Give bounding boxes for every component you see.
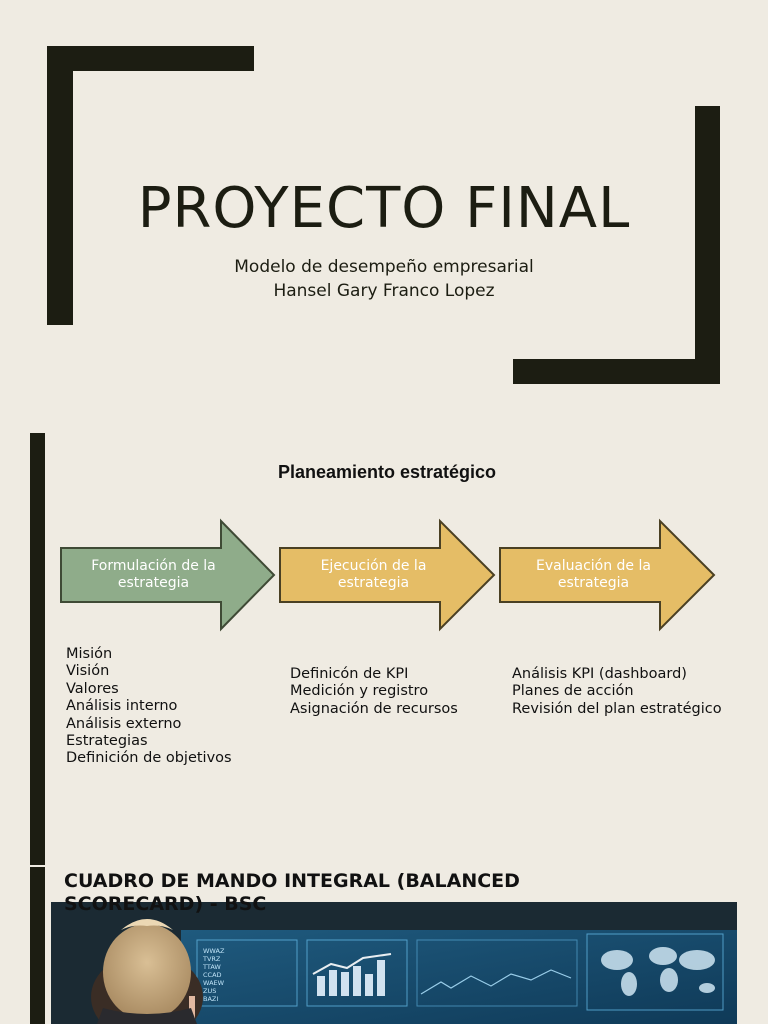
dashboard-photo — [51, 902, 737, 1024]
list-item: Visión — [66, 663, 110, 680]
list-item: Valores — [66, 680, 119, 697]
svg-text:CCAD: CCAD — [203, 971, 222, 979]
list-item: Análisis KPI (dashboard) — [512, 666, 687, 682]
list-item: Misión — [66, 646, 113, 662]
presentation-title: PROYECTO FINAL — [137, 176, 631, 241]
list-evaluation — [512, 666, 722, 718]
presentation-author: Hansel Gary Franco Lopez — [273, 281, 495, 301]
list-formulation — [66, 646, 232, 768]
bracket-bottom-right-horizontal — [513, 359, 720, 384]
presentation-subtitle: Modelo de desempeño empresarial — [234, 257, 534, 277]
dashboard-illustration — [51, 902, 737, 1024]
slide-accent-bar — [30, 433, 45, 865]
list-item: Definicón de KPI — [290, 666, 409, 682]
section-title: Planeamiento estratégico — [277, 462, 497, 482]
list-item: Análisis externo — [66, 715, 182, 732]
svg-text:WWAZ: WWAZ — [203, 947, 225, 955]
list-item: Definición de objetivos — [66, 750, 232, 767]
bracket-bottom-right-vertical — [695, 106, 720, 384]
svg-text:WAEW: WAEW — [203, 979, 225, 987]
list-item: Medición y registro — [290, 683, 429, 700]
list-item: Asignación de recursos — [290, 700, 458, 717]
svg-text:TTAW: TTAW — [203, 963, 221, 971]
svg-text:BAZI: BAZI — [203, 995, 219, 1003]
arrow-label-formulation: Formulación de la estrategia — [91, 558, 216, 591]
bracket-top-left-horizontal — [47, 46, 254, 71]
arrow-label-execution: Ejecución de la estrategia — [320, 558, 427, 591]
arrow-label-evaluation: Evaluación de la estrategia — [536, 558, 651, 591]
list-item: Estrategias — [66, 733, 148, 750]
list-item: Planes de acción — [512, 683, 634, 700]
svg-text:ZUS: ZUS — [203, 987, 217, 995]
list-item: Revisión del plan estratégico — [512, 700, 722, 717]
bsc-title: CUADRO DE MANDO INTEGRAL (BALANCED SCORECARD) - BSC — [64, 870, 520, 915]
list-item: Análisis interno — [66, 698, 178, 715]
list-execution — [290, 666, 458, 718]
svg-text:TVRZ: TVRZ — [203, 955, 221, 963]
slide-accent-bar — [30, 867, 45, 1024]
